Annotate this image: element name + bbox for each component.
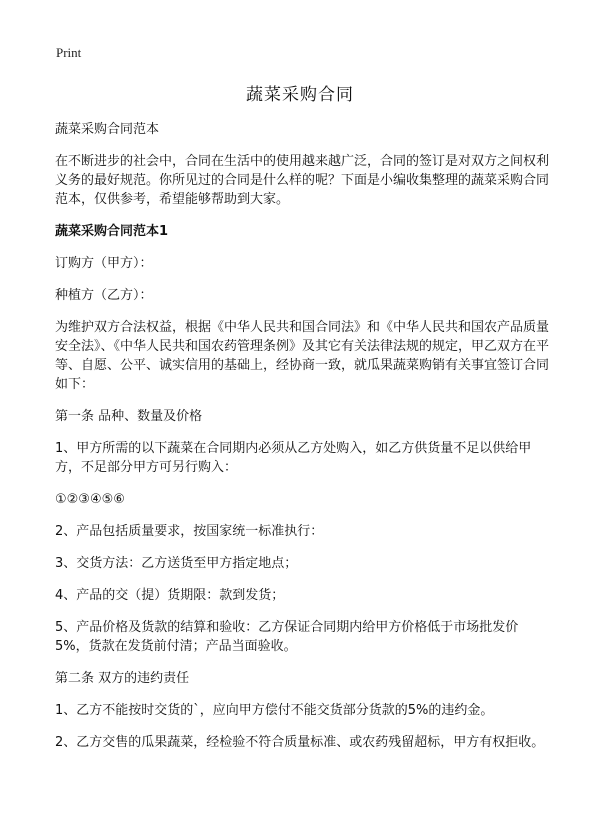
article-1-item: 3、交货方法：乙方送货至甲方指定地点； xyxy=(55,556,298,571)
article-2-title: 第二条 双方的违约责任 xyxy=(55,671,190,686)
section-heading: 蔬菜采购合同范本1 xyxy=(55,224,169,239)
print-label[interactable]: Print xyxy=(56,45,82,60)
article-1-item: 2、产品包括质量要求，按国家统一标准执行： xyxy=(55,524,324,539)
article-2-item: 2、乙方交售的瓜果蔬菜，经检验不符合质量标准、或农药残留超标，甲方有权拒收。 xyxy=(55,735,545,750)
article-1-item: ①②③④⑤⑥ xyxy=(55,492,125,507)
article-1-title: 第一条 品种、数量及价格 xyxy=(55,409,203,424)
intro-paragraph: 在不断进步的社会中，合同在生活中的使用越来越广泛，合同的签订是对双方之间权利义务的最好规范。你所见过的合同是什么样的呢？下面是小编收集整理的蔬菜采购合同范本，仅供参考，希望能够帮助到大家。 xyxy=(55,154,550,207)
buyer-line: 订购方（甲方）： xyxy=(55,256,153,271)
document-body xyxy=(55,120,550,765)
article-1-item: 1、甲方所需的以下蔬菜在合同期内必须从乙方处购入，如乙方供货量不足以供给甲方，不足部分甲方可另行购入： xyxy=(55,441,532,475)
grower-line: 种植方（乙方）： xyxy=(55,288,153,303)
subtitle: 蔬菜采购合同范本 xyxy=(55,122,160,137)
document-title: 蔬菜采购合同 xyxy=(246,85,354,105)
preamble-paragraph: 为维护双方合法权益，根据《中华人民共和国合同法》和《中华人民共和国农产品质量安全法》、《中华人民共和国农药管理条例》及其它有关法律法规的规定，甲乙双方在平等、自愿、公平、诚实信用的基础上，经协商一致，就瓜果蔬菜购销有关事宜签订合同如下： xyxy=(55,320,550,392)
article-2-item: 1、乙方不能按时交货的`，应向甲方偿付不能交货部分货款的5%的违约金。 xyxy=(55,703,494,718)
article-1-item: 5、产品价格及货款的结算和验收：乙方保证合同期内给甲方价格低于市场批发价5%，货款在发货前付清；产品当面验收。 xyxy=(55,620,519,654)
article-1-item: 4、产品的交（提）货期限：款到发货； xyxy=(55,588,285,603)
